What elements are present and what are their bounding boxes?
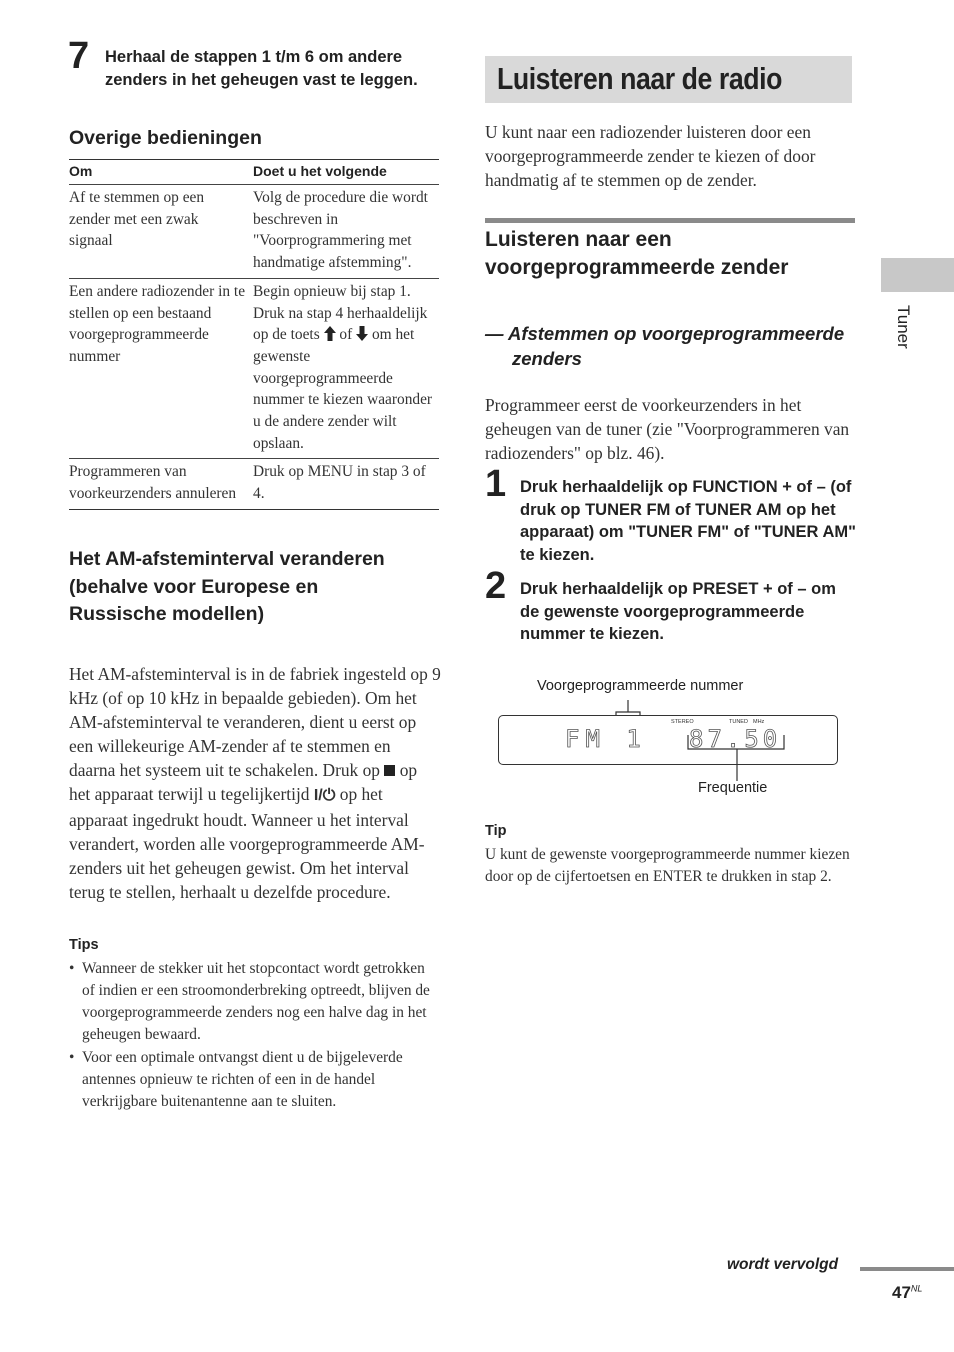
other-ops-heading: Overige bedieningen [69,127,262,149]
step-7-text: Herhaal de stappen 1 t/m 6 om andere zenders in het geheugen vast te leggen. [105,48,418,89]
table-row [69,459,439,509]
stereo-indicator: STEREO [671,719,694,725]
tuned-indicator: TUNED [729,719,748,725]
tip-heading: Tip [485,823,507,839]
intro-paragraph: U kunt naar een radiozender luisteren door een voorgeprogrammeerde zender te kiezen of door handmatig af te stemmen op de zender. [485,122,816,190]
step-7-number: 7 [68,35,90,77]
step-1-text: Druk herhaaldelijk op FUNCTION + of – (of druk op TUNER FM of TUNER AM op het apparaat) om "TUNER FM" of "TUNER AM" te kiezen. [520,478,856,564]
table-row [69,278,439,459]
row-om: Een andere radiozender in te stellen op een bestaand voorgeprogrammeerde nummer [69,278,253,459]
arrow-up-icon [324,326,336,341]
row-doe-after: om het gewenste voorgeprogrammeerde nummer te kiezen waaronder u de andere zender wilt opslaan. [253,326,433,452]
table-row [69,185,439,279]
tip-text: U kunt de gewenste voorgeprogrammeerde nummer kiezen door op de cijfertoetsen en ENTER te drukken in stap 2. [485,846,850,885]
step-1-number: 1 [485,463,507,505]
continued-label: wordt vervolgd [727,1256,839,1273]
row-doe-of: of [339,326,353,344]
list-item: • Wanneer de stekker uit het stopcontact wordt getrokken of indien er een stroomonderbreking optreedt, blijven de voorgeprogrammeerde zenders nog een halve dag in het geheugen bewaard. [69,958,441,1046]
power-icon: I/⏻ [313,787,336,804]
side-tab-label: Tuner [894,305,913,349]
preset-number-label: Voorgeprogrammeerde nummer [537,678,744,694]
page-number [892,1283,922,1303]
display-bracket-frequency [682,735,792,783]
page-title: Luisteren naar de radio [497,61,782,96]
am-text-3: op het apparaat ingedrukt houdt. Wanneer u het interval verandert, worden alle voorgeprogrammeerde AM-zenders uit het geheugen gewist. Om het interval terug te stellen, herhaalt u dezelfde procedure. [69,784,425,902]
mhz-indicator: MHz [753,719,765,725]
section-heading: Luisteren naar een voorgeprogrammeerde zender [485,228,789,279]
list-item: • Voor een optimale ontvangst dient u de bijgeleverde antennes opnieuw te richten of een in de handel verkrijgbare buitenantenne aan te sluiten. [69,1047,441,1113]
row-doe [253,278,439,459]
display-frequency: 87.50 [689,725,782,753]
section-subheading: — Afstemmen op voorgeprogrammeerde zenders [485,323,845,369]
side-tab [881,258,954,292]
display-band: FM 1 [565,725,647,753]
arrow-down-icon [356,326,368,341]
am-text-1: Het AM-afsteminterval is in de fabriek ingesteld op 9 kHz (of op 10 kHz in bepaalde gebieden). Om het AM-afsteminterval te veranderen, dient u eerst op een willekeurige AM-zender af te stemmen en daarna het systeem uit te schakelen. Druk op [69,664,441,780]
page-title-box [485,56,852,103]
tips-heading: Tips [69,937,99,953]
page-number-suffix: NL [910,1283,923,1294]
am-paragraph [69,662,441,904]
am-heading: Het AM-afsteminterval veranderen (behalve voor Europese en Russische modellen) [69,548,385,625]
page-number-value: 47 [892,1283,911,1302]
column-header-om: Om [69,160,253,185]
row-doe: Volg de procedure die wordt beschreven in "Voorprogrammering met handmatige afstemming". [253,185,439,279]
section-paragraph: Programmeer eerst de voorkeurzenders in het geheugen van de tuner (zie "Voorprogrammeren van radiozenders" op blz. 46). [485,395,850,463]
am-text-2: op het apparaat terwijl u tegelijkertijd [69,760,418,804]
tips-list [69,958,441,1114]
row-doe: Druk op MENU in stap 3 of 4. [253,459,439,509]
continued-rule [860,1267,954,1271]
section-rule [485,218,855,223]
column-header-doe: Doet u het volgende [253,160,439,185]
step-2-number: 2 [485,565,507,607]
row-doe-before: Begin opnieuw bij stap 1. Druk na stap 4 herhaaldelijk op de toets [253,282,428,344]
row-om: Programmeren van voorkeurzenders annuleren [69,459,253,509]
step-2-text: Druk herhaaldelijk op PRESET + of – om de gewenste voorgeprogrammeerde nummer te kiezen. [520,580,836,643]
stop-icon [384,765,395,776]
row-om: Af te stemmen op een zender met een zwak signaal [69,185,253,279]
frequency-label: Frequentie [698,780,768,796]
other-ops-table [69,159,439,510]
